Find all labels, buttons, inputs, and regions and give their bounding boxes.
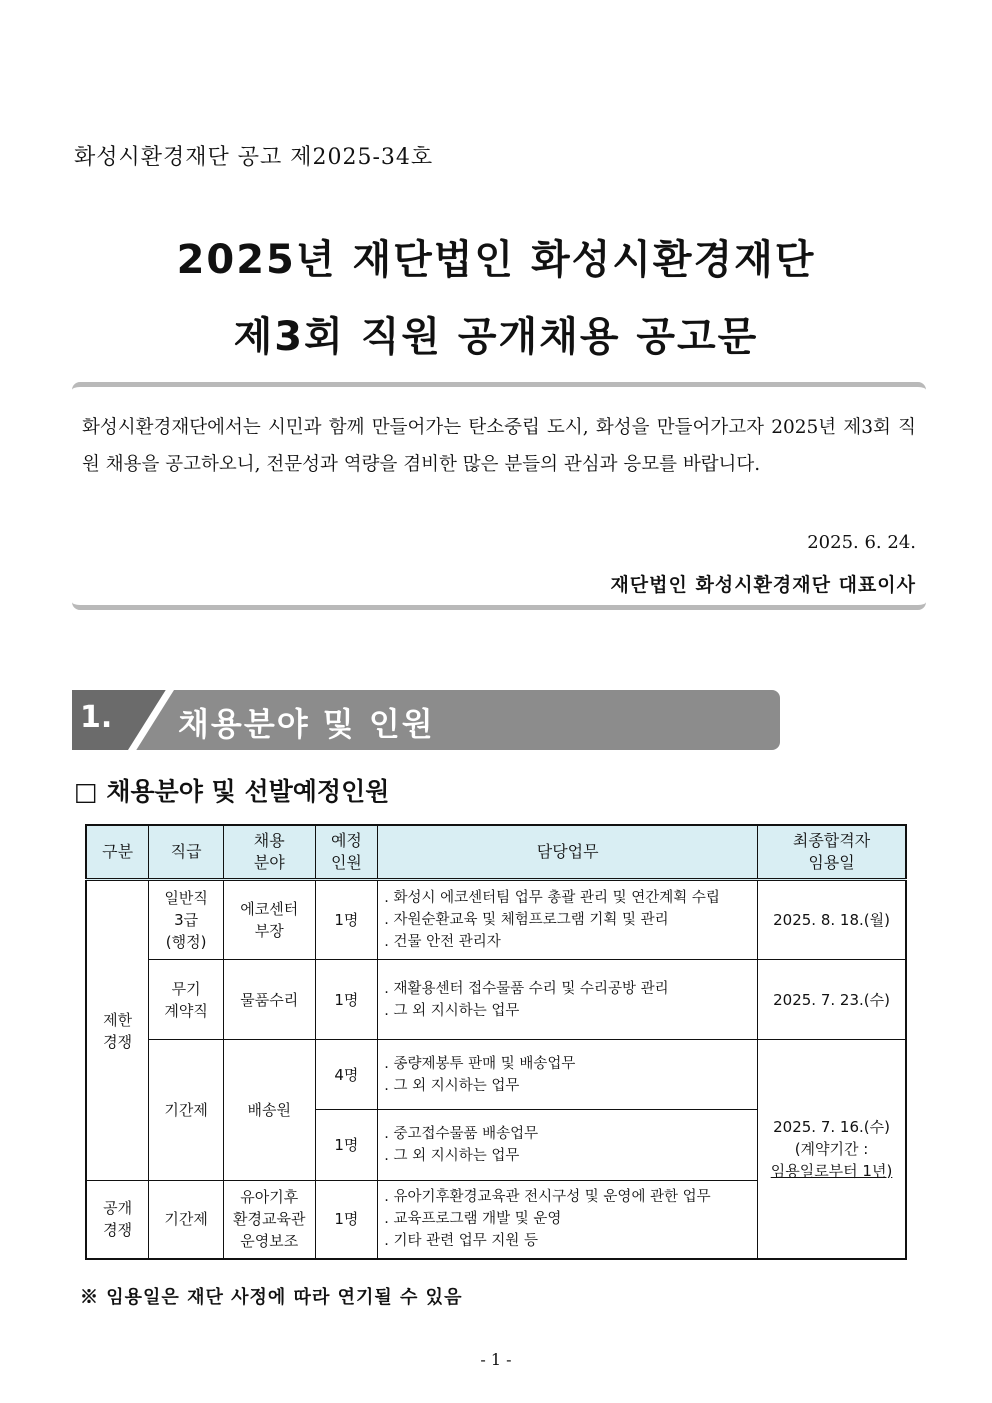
appointment-date-cell: 2025. 7. 23.(수) [758, 960, 906, 1040]
count-cell: 1명 [315, 960, 378, 1040]
count-cell: 1명 [315, 1110, 378, 1181]
category-open: 공개 경쟁 [86, 1181, 149, 1259]
count-cell: 1명 [315, 880, 378, 960]
table-row [86, 880, 906, 960]
header-grade: 직급 [149, 825, 224, 880]
section-title: 채용분야 및 인원 [178, 705, 435, 743]
count-cell: 4명 [315, 1040, 378, 1110]
field-cell: 유아기후 환경교육관 운영보조 [223, 1181, 315, 1259]
header-duty: 담당업무 [378, 825, 758, 880]
appointment-date-cell: 2025. 8. 18.(월) [758, 880, 906, 960]
table-row [86, 1040, 906, 1110]
footnote: ※ 임용일은 재단 사정에 따라 연기될 수 있음 [80, 1287, 463, 1308]
recruitment-table [85, 824, 907, 1260]
notice-number: 화성시환경재단 공고 제2025-34호 [74, 145, 434, 170]
page-number: - 1 - [480, 1350, 512, 1369]
intro-text: 화성시환경재단에서는 시민과 함께 만들어가는 탄소중립 도시, 화성을 만들어가고자 2025년 제3회 직원 채용을 공고하오니, 전문성과 역량을 겸비한 많은 분들의 관심과 응모를 바랍니다. [82, 417, 916, 475]
grade-cell: 무기 계약직 [149, 960, 224, 1040]
header-count: 예정 인원 [315, 825, 378, 880]
table-row [86, 960, 906, 1040]
grade-cell: 일반직 3급 (행정) [149, 880, 224, 960]
field-cell: 에코센터 부장 [223, 880, 315, 960]
duty-cell: . 중고접수물품 배송업무 . 그 외 지시하는 업무 [378, 1110, 758, 1181]
section-header-bar [72, 690, 780, 750]
subheading: □ 채용분야 및 선발예정인원 [74, 777, 390, 806]
category-limited: 제한 경쟁 [86, 880, 149, 1181]
grade-cell: 기간제 [149, 1181, 224, 1259]
header-appointment-date: 최종합격자 임용일 [758, 825, 906, 880]
duty-cell: . 유아기후환경교육관 전시구성 및 운영에 관한 업무 . 교육프로그램 개발 및 운영 . 기타 관련 업무 지원 등 [378, 1181, 758, 1259]
table-header-row [86, 825, 906, 880]
page-title-line2: 제3회 직원 공개채용 공고문 [233, 314, 759, 360]
duty-cell: . 종량제봉투 판매 및 배송업무 . 그 외 지시하는 업무 [378, 1040, 758, 1110]
grade-cell: 기간제 [149, 1040, 224, 1181]
field-cell: 물품수리 [223, 960, 315, 1040]
section-number: 1. [80, 700, 113, 735]
appointment-date-cell: 2025. 7. 16.(수) (계약기간 : 임용일로부터 1년) [758, 1040, 906, 1259]
header-category: 구분 [86, 825, 149, 880]
intro-signature: 재단법인 화성시환경재단 대표이사 [610, 574, 916, 596]
page-title-line1: 2025년 재단법인 화성시환경재단 [176, 237, 816, 283]
intro-date: 2025. 6. 24. [807, 532, 916, 553]
duty-cell: . 재활용센터 접수물품 수리 및 수리공방 관리 . 그 외 지시하는 업무 [378, 960, 758, 1040]
count-cell: 1명 [315, 1181, 378, 1259]
duty-cell: . 화성시 에코센터팀 업무 총괄 관리 및 연간계획 수립 . 자원순환교육 및 체험프로그램 기획 및 관리 . 건물 안전 관리자 [378, 880, 758, 960]
field-cell: 배송원 [223, 1040, 315, 1181]
header-field: 채용 분야 [223, 825, 315, 880]
intro-box [72, 382, 926, 610]
